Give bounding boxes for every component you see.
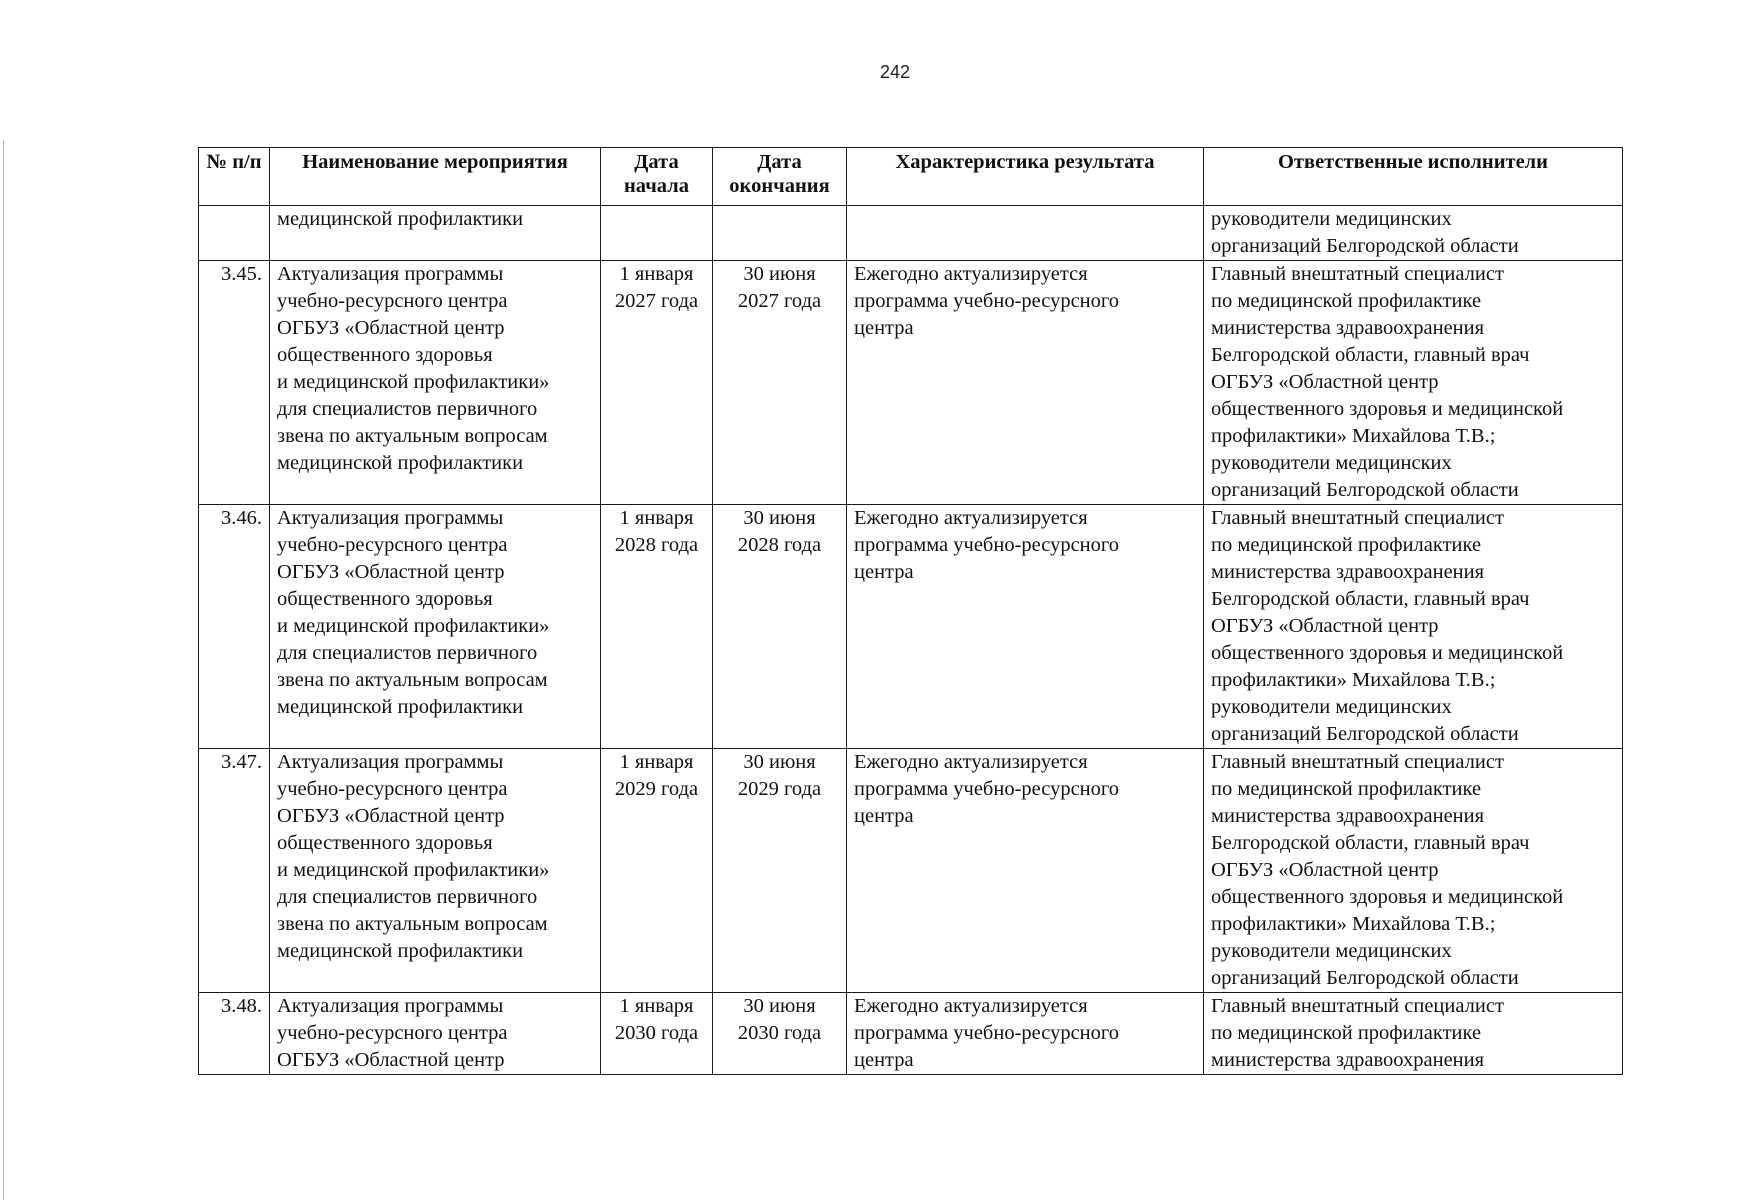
row-number: 3.45. [199, 261, 270, 505]
result-description: Ежегодно актуализируется программа учебно-ресурсного центра [847, 993, 1204, 1075]
end-date: 30 июня 2029 года [713, 749, 847, 993]
activity-name: Актуализация программы учебно-ресурсного центра ОГБУЗ «Областной центр общественного здоровья и медицинской профилактики» для специалистов первичного звена по актуальным вопросам медицинской профилактики [270, 505, 601, 749]
responsible-executors: Главный внештатный специалист по медицинской профилактике министерства здравоохранения Белгородской области, главный врач ОГБУЗ «Областной центр общественного здоровья и медицинской профилактики» Михайлова Т.В.; руководители медицинских организаций Белгородской области [1204, 749, 1623, 993]
end-date: 30 июня 2027 года [713, 261, 847, 505]
start-date: 1 января 2029 года [601, 749, 713, 993]
row-number: 3.46. [199, 505, 270, 749]
responsible-executors: руководители медицинских организаций Белгородской области [1204, 206, 1623, 261]
result-description: Ежегодно актуализируется программа учебно-ресурсного центра [847, 749, 1204, 993]
responsible-executors: Главный внештатный специалист по медицинской профилактике министерства здравоохранения [1204, 993, 1623, 1075]
activity-name: Актуализация программы учебно-ресурсного центра ОГБУЗ «Областной центр [270, 993, 601, 1075]
end-date: 30 июня 2030 года [713, 993, 847, 1075]
header-start-date: Дата начала [601, 148, 713, 206]
responsible-executors: Главный внештатный специалист по медицинской профилактике министерства здравоохранения Белгородской области, главный врач ОГБУЗ «Областной центр общественного здоровья и медицинской профилактики» Михайлова Т.В.; руководители медицинских организаций Белгородской области [1204, 505, 1623, 749]
result-description: Ежегодно актуализируется программа учебно-ресурсного центра [847, 505, 1204, 749]
responsible-executors: Главный внештатный специалист по медицинской профилактике министерства здравоохранения Белгородской области, главный врач ОГБУЗ «Областной центр общественного здоровья и медицинской профилактики» Михайлова Т.В.; руководители медицинских организаций Белгородской области [1204, 261, 1623, 505]
start-date: 1 января 2028 года [601, 505, 713, 749]
end-date: 30 июня 2028 года [713, 505, 847, 749]
table-header-row [199, 148, 1623, 206]
scan-edge-line [3, 140, 4, 1200]
start-date [601, 206, 713, 261]
header-responsible: Ответственные исполнители [1204, 148, 1623, 206]
result-description [847, 206, 1204, 261]
result-description: Ежегодно актуализируется программа учебно-ресурсного центра [847, 261, 1204, 505]
table-row [199, 993, 1623, 1075]
table-row [199, 261, 1623, 505]
start-date: 1 января 2030 года [601, 993, 713, 1075]
activity-name: медицинской профилактики [270, 206, 601, 261]
header-result: Характеристика результата [847, 148, 1204, 206]
header-end-date: Дата окончания [713, 148, 847, 206]
header-activity-name: Наименование мероприятия [270, 148, 601, 206]
row-number: 3.48. [199, 993, 270, 1075]
start-date: 1 января 2027 года [601, 261, 713, 505]
activities-table [198, 147, 1623, 1075]
activity-name: Актуализация программы учебно-ресурсного центра ОГБУЗ «Областной центр общественного здоровья и медицинской профилактики» для специалистов первичного звена по актуальным вопросам медицинской профилактики [270, 261, 601, 505]
page-number: 242 [879, 62, 911, 82]
table-row [199, 749, 1623, 993]
table-row [199, 206, 1623, 261]
end-date [713, 206, 847, 261]
activity-name: Актуализация программы учебно-ресурсного центра ОГБУЗ «Областной центр общественного здоровья и медицинской профилактики» для специалистов первичного звена по актуальным вопросам медицинской профилактики [270, 749, 601, 993]
row-number: 3.47. [199, 749, 270, 993]
table-row [199, 505, 1623, 749]
header-number: № п/п [199, 148, 270, 206]
row-number [199, 206, 270, 261]
